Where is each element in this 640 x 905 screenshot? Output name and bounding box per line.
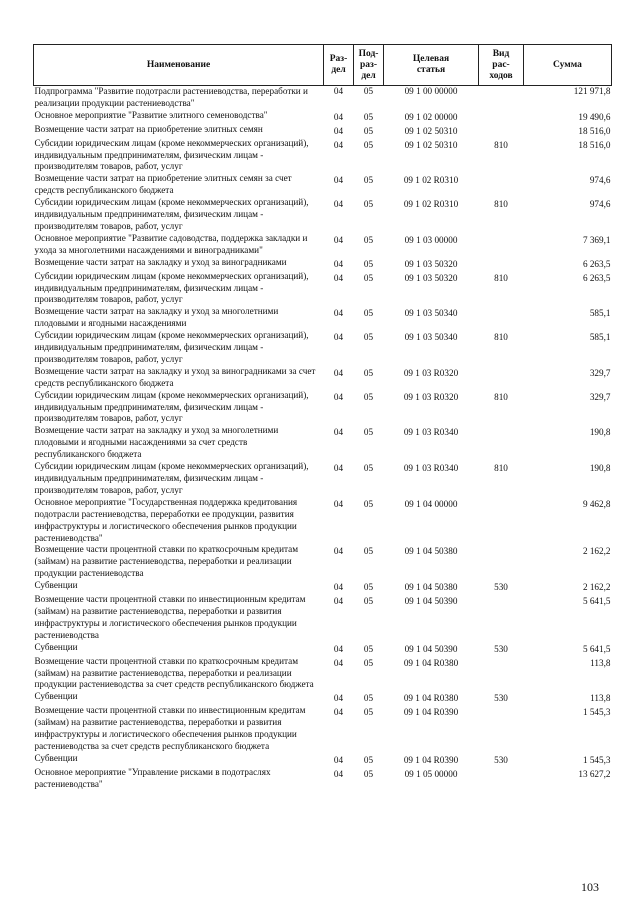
row-name: Возмещение части затрат на закладку и уход за виноградниками: [34, 256, 287, 267]
row-expense-type: 810: [494, 139, 508, 150]
row-target: 09 1 04 R0390: [403, 754, 459, 765]
row-subsection: 05: [363, 596, 374, 607]
row-section: 04: [333, 125, 344, 136]
row-expense-type: [479, 173, 524, 197]
row-target: 09 1 04 50380: [404, 546, 458, 557]
row-target: 09 1 00 00000: [404, 86, 458, 96]
header-target: Целевая статья: [384, 45, 479, 86]
row-name: Субсидии юридическим лицам (кроме некоммерческих организаций), индивидуальным предпринимателям, физическим лицам - производителям товаров, работ, услуг: [34, 197, 309, 231]
row-subsection: 05: [363, 199, 374, 210]
header-subsection: Под- раз- дел: [354, 45, 384, 86]
row-subsection: 05: [363, 367, 374, 378]
row-name: Возмещение части процентной ставки по краткосрочным кредитам (займам) на развитие растениеводства, переработки и реализации продукции растениеводства: [34, 544, 299, 579]
row-name: Субвенции: [34, 752, 78, 763]
row-subsection: 05: [363, 582, 374, 593]
row-name: Возмещение части затрат на закладку и уход за многолетними плодовыми и ягодными насаждениями: [34, 306, 279, 329]
table-row: [34, 691, 612, 705]
row-amount: 113,8: [590, 657, 611, 668]
row-target: 09 1 04 R0380: [403, 657, 459, 668]
header-name: Наименование: [34, 45, 324, 86]
table-row: [34, 306, 612, 330]
header-section: Раз- дел: [324, 45, 354, 86]
row-expense-type: [479, 767, 524, 791]
row-amount: 974,6: [589, 199, 611, 210]
row-name: Возмещение части процентной ставки по краткосрочным кредитам (займам) на развитие растениеводства, переработки и реализации продукции растениеводства за счет средств республиканского бюджета: [34, 655, 314, 690]
row-subsection: 05: [363, 86, 374, 96]
row-name: Основное мероприятие "Развитие садоводства, поддержка закладки и ухода за многолетними насаждениями и виноградниками": [34, 232, 308, 255]
row-name: Основное мероприятие "Управление рисками в подотраслях растениеводства": [34, 766, 271, 789]
row-expense-type: 810: [494, 391, 508, 402]
row-expense-type: [479, 705, 524, 753]
row-name: Основное мероприятие "Развитие элитного семеноводства": [34, 109, 268, 120]
row-section: 04: [333, 175, 344, 186]
row-amount: 18 516,0: [578, 125, 611, 136]
row-subsection: 05: [363, 657, 374, 668]
row-section: 04: [333, 199, 344, 210]
row-section: 04: [333, 693, 344, 704]
row-amount: 329,7: [589, 391, 611, 402]
table-row: [34, 257, 612, 271]
row-target: 09 1 04 R0380: [403, 693, 459, 704]
row-section: 04: [333, 111, 344, 122]
table-row: [34, 642, 612, 656]
row-section: 04: [333, 272, 344, 283]
row-section: 04: [333, 367, 344, 378]
row-expense-type: 810: [494, 463, 508, 474]
row-name: Основное мероприятие "Государственная поддержка кредитования подотрасли растениеводства, переработки ее продукции, развития инфраструктуры и логистического обеспечения рынков продукции растениеводства": [34, 496, 298, 543]
table-row: [34, 390, 612, 426]
row-amount: 585,1: [589, 308, 611, 319]
row-expense-type: 530: [494, 693, 508, 704]
row-section: 04: [333, 308, 344, 319]
row-name: Субвенции: [34, 691, 78, 702]
row-target: 09 1 03 R0320: [403, 367, 459, 378]
row-subsection: 05: [363, 332, 374, 343]
row-subsection: 05: [363, 391, 374, 402]
row-expense-type: 810: [494, 272, 508, 283]
table-row: [34, 594, 612, 642]
row-section: 04: [333, 391, 344, 402]
row-name: Возмещение части процентной ставки по инвестиционным кредитам (займам) на развитие растениеводства, переработки и развития инфраструктуры и логистического обеспечения рынков продукции растениеводства: [34, 594, 306, 640]
table-row: [34, 544, 612, 580]
row-subsection: 05: [363, 111, 374, 122]
row-subsection: 05: [363, 139, 374, 150]
row-subsection: 05: [363, 693, 374, 704]
table-row: [34, 197, 612, 233]
row-section: 04: [333, 754, 344, 765]
table-row: [34, 767, 612, 791]
row-amount: 6 263,5: [582, 272, 611, 283]
row-section: 04: [333, 86, 344, 96]
table-row: [34, 86, 612, 110]
row-amount: 113,8: [590, 693, 611, 704]
row-expense-type: [479, 497, 524, 545]
table-header-row: [34, 45, 612, 86]
row-section: 04: [333, 139, 344, 150]
row-subsection: 05: [363, 234, 374, 245]
row-expense-type: 810: [494, 332, 508, 343]
row-amount: 190,8: [589, 427, 611, 438]
row-expense-type: [479, 656, 524, 692]
row-section: 04: [333, 643, 344, 654]
row-amount: 18 516,0: [578, 139, 611, 150]
row-amount: 974,6: [589, 175, 611, 186]
row-expense-type: [479, 110, 524, 124]
row-amount: 1 545,3: [582, 754, 611, 765]
table-row: [34, 753, 612, 767]
row-target: 09 1 03 R0320: [403, 391, 459, 402]
row-section: 04: [333, 657, 344, 668]
row-name: Субвенции: [34, 580, 78, 591]
row-target: 09 1 04 50380: [404, 582, 458, 593]
table-row: [34, 271, 612, 307]
row-amount: 9 462,8: [582, 498, 611, 509]
page-number: 103: [581, 880, 599, 894]
row-name: Подпрограмма "Развитие подотрасли растениеводства, переработки и реализации продукции растениеводства": [34, 86, 308, 108]
row-target: 09 1 03 50340: [404, 332, 458, 343]
row-section: 04: [333, 463, 344, 474]
row-expense-type: 530: [494, 754, 508, 765]
row-amount: 2 162,2: [582, 546, 611, 557]
row-expense-type: [479, 257, 524, 271]
row-target: 09 1 02 R0310: [403, 175, 459, 186]
row-target: 09 1 02 50310: [404, 125, 458, 136]
header-expense-type: Вид рас- ходов: [479, 45, 524, 86]
row-name: Субсидии юридическим лицам (кроме некоммерческих организаций), индивидуальным предпринимателям, физическим лицам - производителям товаров, работ, услуг: [34, 389, 309, 424]
row-amount: 2 162,2: [582, 582, 611, 593]
row-subsection: 05: [363, 643, 374, 654]
row-target: 09 1 03 00000: [404, 234, 458, 245]
row-target: 09 1 03 R0340: [403, 463, 459, 474]
row-expense-type: [479, 86, 524, 110]
row-name: Возмещение части затрат на приобретение элитных семян: [34, 123, 263, 134]
row-name: Возмещение части процентной ставки по инвестиционным кредитам (займам) на развитие растениеводства, переработки и развития инфраструктуры и логистического обеспечения рынков продукции растениеводства за счет средств республиканского бюджета: [34, 705, 306, 751]
table-row: [34, 705, 612, 753]
row-expense-type: [479, 425, 524, 461]
table-row: [34, 425, 612, 461]
row-expense-type: [479, 124, 524, 138]
row-subsection: 05: [363, 768, 374, 779]
row-name: Субсидии юридическим лицам (кроме некоммерческих организаций), индивидуальным предпринимателям, физическим лицам - производителям товаров, работ, услуг: [34, 270, 309, 305]
table-row: [34, 173, 612, 197]
row-expense-type: 530: [494, 582, 508, 593]
row-target: 09 1 02 50310: [404, 139, 458, 150]
row-expense-type: 810: [494, 199, 508, 210]
row-target: 09 1 03 50320: [404, 258, 458, 269]
row-subsection: 05: [363, 125, 374, 136]
row-section: 04: [333, 596, 344, 607]
row-subsection: 05: [363, 707, 374, 718]
row-amount: 7 369,1: [582, 234, 611, 245]
row-amount: 585,1: [589, 332, 611, 343]
table-row: [34, 233, 612, 257]
row-amount: 121 971,8: [573, 86, 611, 96]
table-row: [34, 461, 612, 497]
row-target: 09 1 02 00000: [404, 111, 458, 122]
row-expense-type: 530: [494, 643, 508, 654]
header-amount: Сумма: [524, 45, 612, 86]
row-name: Возмещение части затрат на закладку и уход за виноградниками за счет средств республиканского бюджета: [34, 365, 316, 388]
row-target: 09 1 04 00000: [404, 498, 458, 509]
row-name: Субсидии юридическим лицам (кроме некоммерческих организаций), индивидуальным предпринимателям, физическим лицам - производителям товаров, работ, услуг: [34, 137, 309, 172]
row-subsection: 05: [363, 308, 374, 319]
row-target: 09 1 03 50320: [404, 272, 458, 283]
row-section: 04: [333, 707, 344, 718]
row-expense-type: [479, 594, 524, 642]
row-expense-type: [479, 544, 524, 580]
row-amount: 5 641,5: [582, 596, 611, 607]
row-section: 04: [333, 427, 344, 438]
row-section: 04: [333, 768, 344, 779]
table-row: [34, 124, 612, 138]
row-name: Субсидии юридическим лицам (кроме некоммерческих организаций), индивидуальным предпринимателям, физическим лицам - производителям товаров, работ, услуг: [34, 461, 309, 495]
row-name: Возмещение части затрат на приобретение элитных семян за счет средств республиканского бюджета: [34, 173, 292, 196]
row-section: 04: [333, 546, 344, 557]
row-target: 09 1 02 R0310: [403, 199, 459, 210]
row-target: 09 1 04 50390: [404, 643, 458, 654]
budget-table: [33, 44, 612, 791]
row-section: 04: [333, 498, 344, 509]
row-target: 09 1 03 50340: [404, 308, 458, 319]
row-subsection: 05: [363, 175, 374, 186]
row-amount: 1 545,3: [582, 707, 611, 718]
row-target: 09 1 05 00000: [404, 768, 458, 779]
row-subsection: 05: [363, 754, 374, 765]
row-amount: 6 263,5: [582, 258, 611, 269]
row-subsection: 05: [363, 498, 374, 509]
row-subsection: 05: [363, 463, 374, 474]
table-row: [34, 656, 612, 692]
table-row: [34, 580, 612, 594]
row-subsection: 05: [363, 272, 374, 283]
row-target: 09 1 04 R0390: [403, 707, 459, 718]
row-target: 09 1 03 R0340: [403, 427, 459, 438]
row-name: Субвенции: [34, 641, 78, 652]
row-expense-type: [479, 233, 524, 257]
row-subsection: 05: [363, 258, 374, 269]
row-section: 04: [333, 258, 344, 269]
row-subsection: 05: [363, 546, 374, 557]
table-row: [34, 366, 612, 390]
row-expense-type: [479, 306, 524, 330]
row-amount: 19 490,6: [578, 111, 611, 122]
row-amount: 329,7: [589, 367, 611, 378]
row-name: Возмещение части затрат на закладку и уход за многолетними плодовыми и ягодными насаждениями за счет средств республиканского бюджета: [34, 425, 279, 460]
row-amount: 13 627,2: [578, 768, 611, 779]
row-name: Субсидии юридическим лицам (кроме некоммерческих организаций), индивидуальным предпринимателям, физическим лицам - производителям товаров, работ, услуг: [34, 330, 309, 364]
row-section: 04: [333, 234, 344, 245]
row-amount: 190,8: [589, 463, 611, 474]
table-row: [34, 497, 612, 545]
row-subsection: 05: [363, 427, 374, 438]
table-row: [34, 138, 612, 174]
row-target: 09 1 04 50390: [404, 596, 458, 607]
table-row: [34, 330, 612, 366]
row-section: 04: [333, 332, 344, 343]
budget-table-page: [33, 44, 611, 791]
row-section: 04: [333, 582, 344, 593]
row-expense-type: [479, 366, 524, 390]
table-row: [34, 110, 612, 124]
row-amount: 5 641,5: [582, 643, 611, 654]
